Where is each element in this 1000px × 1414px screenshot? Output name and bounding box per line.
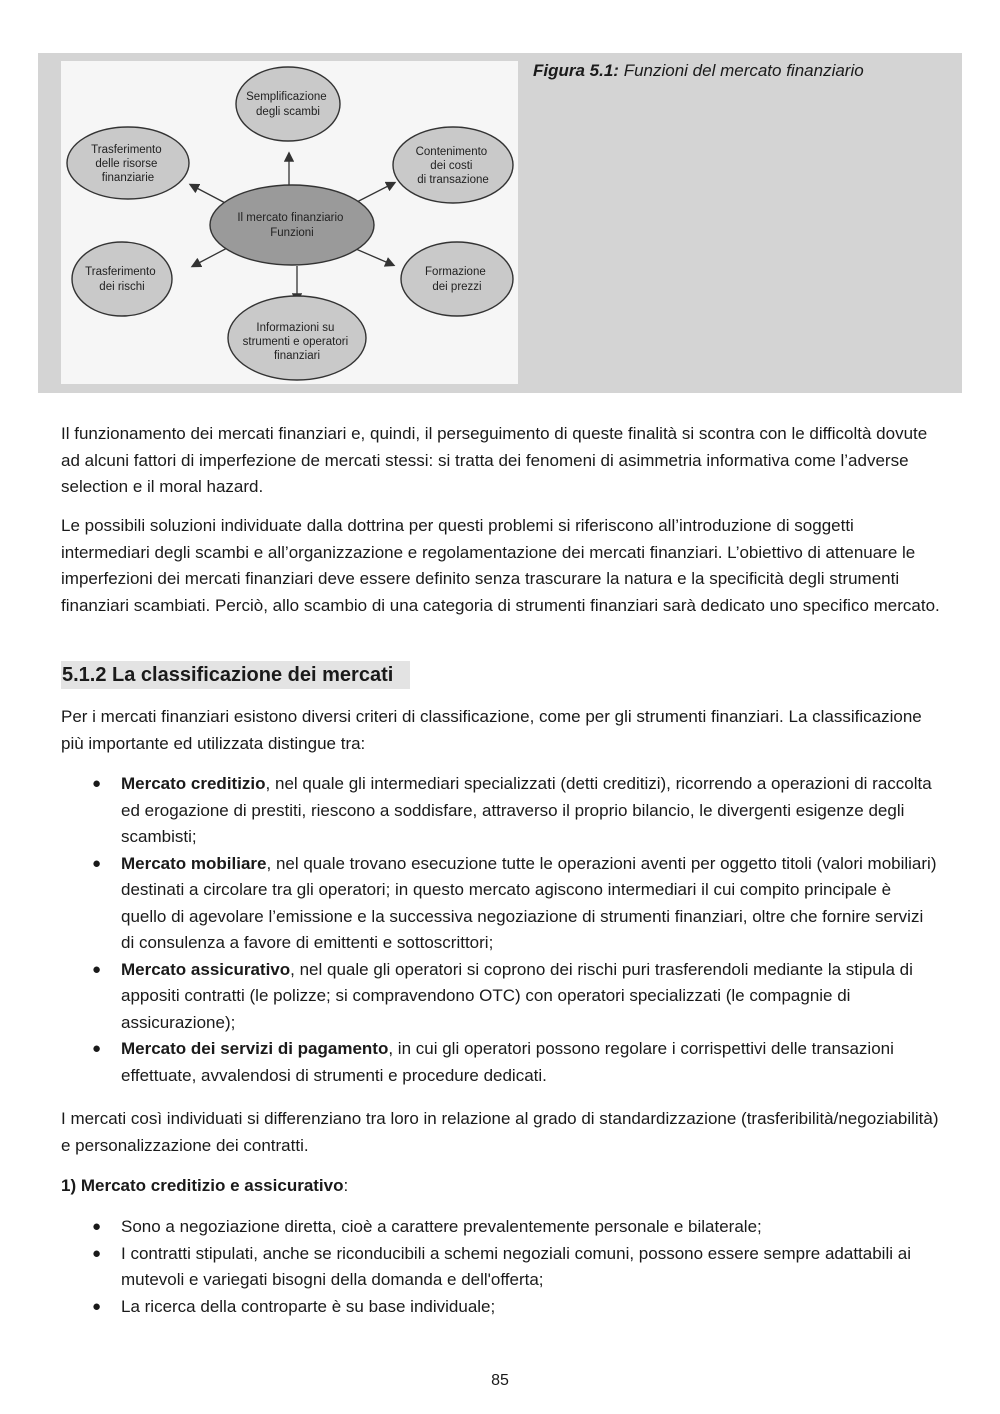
list-item: [61, 851, 941, 957]
paragraph-4: I mercati così individuati si differenziano tra loro in relazione al grado di standardizzazione (trasferibilità/negoziabilità) e personalizzazione dei contratti.: [61, 1109, 939, 1155]
label-bottom-left-line1: Trasferimento: [85, 266, 156, 278]
label-center-line1: Il mercato finanziario: [237, 212, 344, 224]
list-item-bold: Mercato assicurativo: [121, 959, 291, 979]
label-top-line2: degli scambi: [256, 106, 320, 118]
label-center-line2: Funzioni: [270, 227, 314, 239]
figure-box: [38, 53, 962, 393]
list-item-text: I contratti stipulati, anche se riconducibili a schemi negoziali comuni, possono essere sempre adattabili ai mutevoli e variegati bisogni della domanda e dell'offerta;: [121, 1243, 911, 1289]
paragraph-3: Per i mercati finanziari esistono diversi criteri di classificazione, come per gli strumenti finanziari. La classificazione più importante ed utilizzata distingue tra:: [61, 707, 922, 753]
label-bottom-left-line2: dei rischi: [99, 281, 145, 293]
bullet-icon: ●: [92, 1244, 102, 1262]
label-top-left-line1: Trasferimento: [91, 144, 162, 156]
list-item: [61, 957, 941, 1037]
label-top-right-line1: Contenimento: [415, 146, 488, 158]
figure-caption-label: Figura 5.1:: [533, 61, 619, 80]
figure-diagram: [61, 61, 518, 384]
figure-caption-text: Funzioni del mercato finanziario: [618, 61, 864, 80]
ellipse-top: [236, 67, 340, 141]
list-item-text: , in cui gli operatori possono regolare i corrispettivi delle transazioni effettuate, avvalendosi di strumenti e procedure dedicati.: [121, 1039, 894, 1085]
bullet-icon: ●: [92, 854, 102, 872]
label-top-left-line2: delle risorse: [95, 158, 158, 170]
label-top-line1: Semplificazione: [246, 91, 327, 103]
list-item: [61, 771, 941, 851]
subheading-bold: 1) Mercato creditizio e assicurativo: [61, 1176, 344, 1195]
ellipse-bottom-left: [72, 242, 172, 316]
list-item: [61, 1241, 941, 1294]
label-bottom-right-line1: Formazione: [425, 266, 486, 278]
bullet-icon: ●: [92, 1297, 102, 1315]
label-top-left: [91, 144, 165, 184]
page-number: 85: [491, 1372, 509, 1389]
subheading-rest: :: [343, 1176, 349, 1195]
list-item-text: Sono a negoziazione diretta, cioè a carattere prevalentemente personale e bilaterale;: [121, 1217, 762, 1236]
list-item-bold: Mercato creditizio: [121, 774, 266, 793]
bullet-icon: ●: [92, 775, 102, 792]
list-item: [61, 1036, 941, 1089]
market-types-list: [61, 771, 941, 1089]
paragraph-1: Il funzionamento dei mercati finanziari e, quindi, il perseguimento di queste finalità si scontra con le difficoltà dovute ad alcuni fattori di imperfezione de mercati stessi: si tratta dei fenomeni di asimmetria informativa come l’adverse selection e il moral hazard.: [61, 424, 928, 496]
characteristics-list: [61, 1214, 941, 1320]
list-item: [61, 1294, 941, 1321]
label-top-right-line2: dei costi: [430, 160, 473, 172]
label-bottom-line3: finanziari: [273, 350, 321, 362]
label-top-left-line3: finanziarie: [101, 172, 155, 184]
list-item: [61, 1214, 941, 1241]
figure-caption: [533, 61, 864, 81]
label-top-right-line3: di transazione: [417, 174, 489, 186]
list-item-text: , nel quale gli intermediari specializzati (detti creditizi), ricorrendo a operazioni di raccolta ed erogazione di prestiti, riescono a soddisfare, attraverso il proprio bilancio, le divergenti esigenze degli scambisti;: [121, 774, 932, 846]
label-bottom-line2: strumenti e operatori: [242, 336, 349, 348]
list-item-text: , nel quale gli operatori si coprono dei rischi puri trasferendoli mediante la stipula di appositi contratti (le polizze; si compravendono OTC) con operatori specializzati (le compagnie di assicurazione);: [121, 959, 913, 1032]
ellipse-center: [210, 185, 374, 265]
list-item-bold: Mercato dei servizi di pagamento: [121, 1039, 389, 1058]
list-item-bold: Mercato mobiliare: [121, 853, 267, 873]
label-bottom-right-line2: dei prezzi: [432, 281, 482, 293]
label-bottom-line1: Informazioni su: [256, 322, 335, 334]
bullet-icon: ●: [92, 1040, 102, 1057]
ellipse-bottom-right: [401, 242, 513, 316]
section-heading: 5.1.2 La classificazione dei mercati: [61, 661, 410, 689]
bullet-icon: ●: [92, 960, 102, 978]
bullet-icon: ●: [92, 1218, 102, 1235]
subheading: [61, 1173, 941, 1200]
list-item-text: La ricerca della controparte è su base individuale;: [121, 1296, 496, 1316]
paragraph-2: Le possibili soluzioni individuate dalla dottrina per questi problemi si riferiscono all’introduzione di soggetti intermediari degli scambi e all’organizzazione e regolamentazione dei mercati finanziari. L’obiettivo di attenuare le imperfezioni dei mercati finanziari deve essere definito senza trascurare la natura e la specificità degli strumenti finanziari scambiati. Perciò, allo scambio di una categoria di strumenti finanziari sarà dedicato uno specifico mercato.: [61, 516, 940, 615]
diagram-svg: [61, 61, 518, 384]
list-item-text: , nel quale trovano esecuzione tutte le operazioni aventi per oggetto titoli (valori mobiliari) destinati a circolare tra gli operatori; in questo mercato agiscono intermediari il cui compito principale è quello di agevolare l’emissione e la successiva negoziazione di strumenti finanziari, oltre che fornire servizi di consulenza a favore di emittenti e sottoscrittori;: [121, 853, 937, 952]
